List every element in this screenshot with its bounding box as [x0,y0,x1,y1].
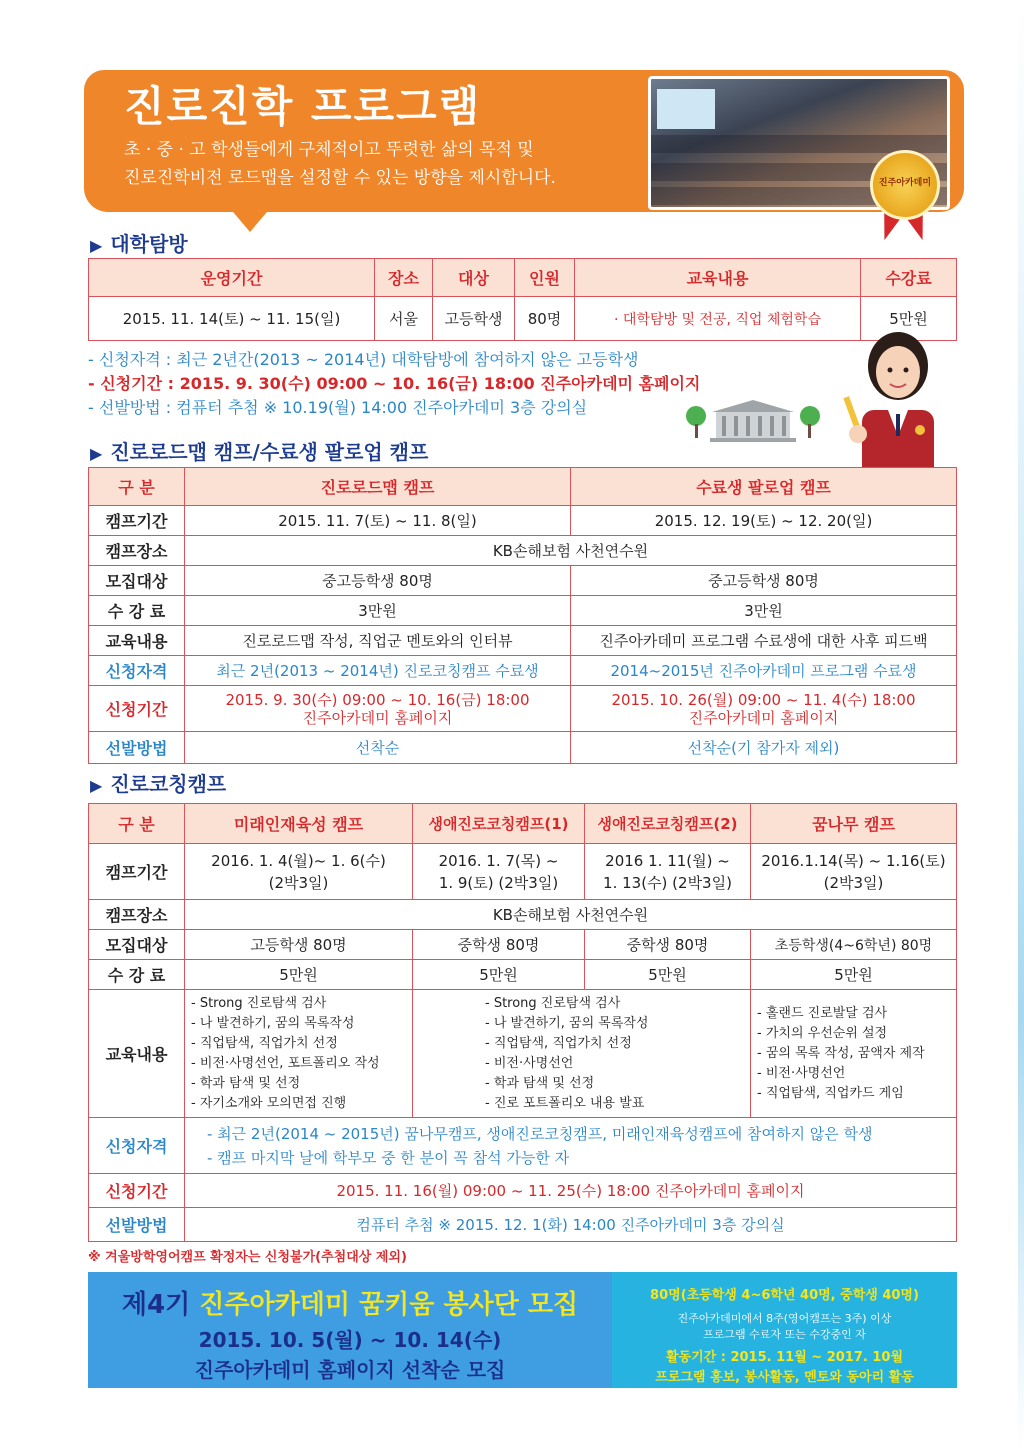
table-row [89,656,957,686]
row-label: 신청자격 [89,1118,185,1174]
list-item: - 나 발견하기, 꿈의 목록작성 [485,1015,649,1031]
recruit-qualification-1: 진주아카데미에서 8주(영어캠프는 3주) 이상 [677,1312,892,1325]
table-row [89,297,957,341]
page-title: 진로진학 프로그램 [124,82,482,131]
table-row [89,844,957,900]
list-item: - 홀랜드 진로발달 검사 [757,1005,888,1021]
table-cell: 2015. 11. 7(토) ~ 11. 8(일) [185,506,571,536]
header-cell: 생애진로코칭캠프(1) [413,804,585,844]
recruit-method: 진주아카데미 홈페이지 선착순 모집 [194,1358,506,1382]
table-cell: 선착순 [185,732,571,764]
row-label: 교육내용 [89,990,185,1118]
recruit-title: 제4기 진주아카데미 꿈키움 봉사단 모집 [121,1290,579,1320]
projector-screen [657,89,715,129]
page-edge-decoration [1018,0,1024,1450]
header-cell: 진로로드맵 캠프 [185,468,571,506]
table-cell: 5만원 [413,960,585,990]
note-selection: - 선발방법 : 컴퓨터 추첨 ※ 10.19(월) 14:00 진주아카데미 3층 강의실 [88,398,588,417]
medal-icon [870,150,940,220]
table-cell: 2016 1. 11(월) ~ 1. 13(수) (2박3일) [585,844,751,900]
table-row [89,506,957,536]
list-item: - 직업탐색, 직업가치 선정 [191,1035,338,1051]
student-girl-icon [836,326,956,486]
content-list-cell [751,990,957,1118]
table-cell: 진주아카데미 프로그램 수료생에 대한 사후 피드백 [571,626,957,656]
header-cell: 인원 [515,259,575,297]
table-cell: 진로로드맵 작성, 직업군 멘토와의 인터뷰 [185,626,571,656]
table-cell: 2015. 11. 16(월) 09:00 ~ 11. 25(수) 18:00 진주아카데미 홈페이지 [185,1174,957,1208]
section-title-roadmap-camp: ▶ 진로로드맵 캠프/수료생 팔로업 캠프 [90,440,429,464]
table-cell: 5만원 [185,960,413,990]
table-cell: 2014~2015년 진주아카데미 프로그램 수료생 [571,656,957,686]
header-cell: 수강료 [861,259,957,297]
subtitle-line-1: 초 · 중 · 고 학생들에게 구체적이고 뚜렷한 삶의 목적 및 [124,140,534,160]
fee-cell: 5만원 [861,297,957,341]
row-label: 캠프장소 [89,536,185,566]
table-row [89,930,957,960]
table-cell: 3만원 [185,596,571,626]
table-cell: 중학생 80명 [413,930,585,960]
table-cell: 선착순(기 참가자 제외) [571,732,957,764]
target-cell: 고등학생 [433,297,515,341]
list-item: - 비전·사명선언 [485,1055,574,1071]
table-cell: 5만원 [585,960,751,990]
header-cell: 꿈나무 캠프 [751,804,957,844]
campus-tour-notes [88,348,700,420]
subtitle-line-2: 진로진학비전 로드맵을 설정할 수 있는 방향을 제시합니다. [124,168,556,188]
row-label: 캠프기간 [89,844,185,900]
section-title-campus-tour: ▶ 대학탐방 [90,232,188,256]
table-row [89,626,957,656]
list-item: - 진로 포트폴리오 내용 발표 [485,1095,645,1111]
list-item: - 학과 탐색 및 선정 [485,1075,595,1091]
table-header-row [89,804,957,844]
row-label: 수 강 료 [89,960,185,990]
list-item: - 비전·사명선언, 포트폴리오 작성 [191,1055,380,1071]
row-label: 모집대상 [89,930,185,960]
table-row [89,566,957,596]
recruit-activities: 프로그램 홍보, 봉사활동, 멘토와 동아리 활동 [655,1370,914,1385]
table-header-row [89,468,957,506]
period-cell: 2015. 11. 14(토) ~ 11. 15(일) [89,297,375,341]
list-item: - 비전·사명선언 [757,1065,846,1081]
note-apply-period: - 신청기간 : 2015. 9. 30(수) 09:00 ~ 10. 16(금) 18:00 진주아카데미 홈페이지 [88,374,701,393]
campus-tour-table [88,258,957,341]
table-row [89,1208,957,1242]
list-item: - 꿈의 목록 작성, 꿈액자 제작 [757,1045,925,1061]
table-cell: 최근 2년(2013 ~ 2014년) 진로코칭캠프 수료생 [185,656,571,686]
content-list-cell [185,990,413,1118]
table-cell: 중고등학생 80명 [571,566,957,596]
row-label: 수 강 료 [89,596,185,626]
list-item: - 나 발견하기, 꿈의 목록작성 [191,1015,355,1031]
header-cell: 구 분 [89,468,185,506]
table-cell: KB손해보험 사천연수원 [185,536,957,566]
content-list-cell [413,990,751,1118]
content-cell: · 대학탐방 및 전공, 직업 체험학습 [575,297,861,341]
table-row [89,960,957,990]
list-item: - 직업탐색, 직업가치 선정 [485,1035,632,1051]
list-item: - 직업탐색, 직업카드 게임 [757,1085,904,1101]
row-label: 선발방법 [89,732,185,764]
table-cell: - 최근 2년(2014 ~ 2015년) 꿈나무캠프, 생애진로코칭캠프, 미래인재육성캠프에 참여하지 않은 학생 - 캠프 마지막 날에 학부모 중 한 분이 꼭 참석 가능한 자 [185,1118,957,1174]
table-row [89,596,957,626]
list-item: - Strong 진로탐색 검사 [191,995,327,1011]
speech-tail [228,206,272,232]
header-cell: 수료생 팔로업 캠프 [571,468,957,506]
row-label: 교육내용 [89,626,185,656]
table-cell: 고등학생 80명 [185,930,413,960]
medal-label: 진주아카데미 [878,178,932,188]
recruit-quota: 80명(초등학생 4~6학년 40명, 중학생 40명) [650,1288,919,1303]
row-label: 캠프기간 [89,506,185,536]
table-cell: 초등학생(4~6학년) 80명 [751,930,957,960]
recruit-date: 2015. 10. 5(월) ~ 10. 14(수) [198,1328,502,1352]
row-label: 모집대상 [89,566,185,596]
page-subtitle [124,136,624,192]
place-cell: 서울 [375,297,433,341]
coaching-camp-table [88,803,957,1242]
header-cell: 장소 [375,259,433,297]
section-title-coaching-camp: ▶ 진로코칭캠프 [90,772,227,796]
table-cell: 3만원 [571,596,957,626]
list-item: - 가치의 우선순위 설정 [757,1025,888,1041]
table-row [89,686,957,732]
note-qualification: - 신청자격 : 최근 2년간(2013 ~ 2014년) 대학탐방에 참여하지 않은 고등학생 [88,350,639,369]
row-label: 선발방법 [89,1208,185,1242]
roadmap-camp-table [88,467,957,764]
list-item: - Strong 진로탐색 검사 [485,995,621,1011]
table-row [89,1174,957,1208]
table-row [89,536,957,566]
table-cell: 2015. 12. 19(토) ~ 12. 20(일) [571,506,957,536]
table-row [89,1118,957,1174]
table-cell: 2015. 9. 30(수) 09:00 ~ 10. 16(금) 18:00 진주아카데미 홈페이지 [185,686,571,732]
row-label: 신청자격 [89,656,185,686]
table-row [89,900,957,930]
footnote: ※ 겨울방학영어캠프 확정자는 신청불가(추첨대상 제외) [88,1250,407,1265]
table-cell: 컴퓨터 추첨 ※ 2015. 12. 1(화) 14:00 진주아카데미 3층 강의실 [185,1208,957,1242]
recruit-qualification-2: 프로그램 수료자 또는 수강중인 자 [703,1328,866,1341]
table-row [89,990,957,1118]
table-row [89,732,957,764]
header-cell: 운영기간 [89,259,375,297]
table-cell: 2015. 10. 26(월) 09:00 ~ 11. 4(수) 18:00 진주아카데미 홈페이지 [571,686,957,732]
table-cell: 중고등학생 80명 [185,566,571,596]
triangle-bullet-icon: ▶ [90,444,103,463]
list-item: - 자기소개와 모의면접 진행 [191,1095,347,1111]
table-cell: 2016. 1. 4(월)~ 1. 6(수) (2박3일) [185,844,413,900]
table-header-row [89,259,957,297]
table-cell: 2016. 1. 7(목) ~ 1. 9(토) (2박3일) [413,844,585,900]
triangle-bullet-icon: ▶ [90,236,103,255]
table-cell: KB손해보험 사천연수원 [185,900,957,930]
list-item: - 학과 탐색 및 선정 [191,1075,301,1091]
header-cell: 생애진로코칭캠프(2) [585,804,751,844]
table-cell: 2016.1.14(목) ~ 1.16(토) (2박3일) [751,844,957,900]
header-cell: 교육내용 [575,259,861,297]
recruit-activity-period: 활동기간 : 2015. 11월 ~ 2017. 10월 [665,1350,904,1365]
table-cell: 중학생 80명 [585,930,751,960]
header-cell: 구 분 [89,804,185,844]
row-label: 신청기간 [89,686,185,732]
header-cell: 대상 [433,259,515,297]
university-building-icon [686,398,820,442]
header-cell: 미래인재육성 캠프 [185,804,413,844]
table-cell: 5만원 [751,960,957,990]
count-cell: 80명 [515,297,575,341]
row-label: 캠프장소 [89,900,185,930]
row-label: 신청기간 [89,1174,185,1208]
triangle-bullet-icon: ▶ [90,776,103,795]
